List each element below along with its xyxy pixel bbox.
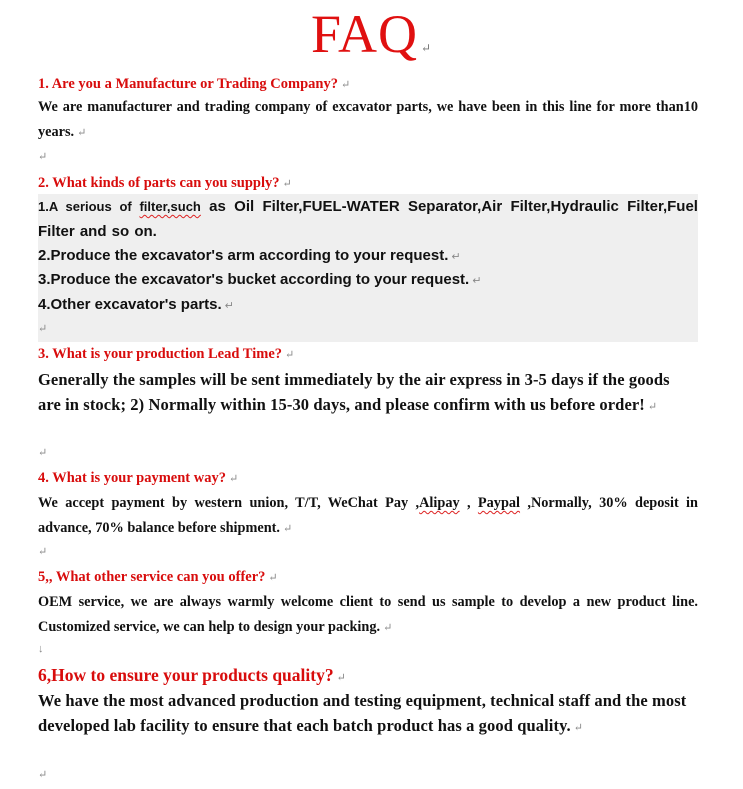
faq-question-3: 3. What is your production Lead Time? ↵ — [38, 346, 295, 362]
empty-paragraph: ↵ — [38, 323, 48, 335]
faq-answer-4: We accept payment by western union, T/T, WeChat Pay ,Alipay , Paypal ,Normally, 30% deposit in advance, 70% balance before shipment. ↵ — [38, 495, 698, 536]
faq-question-6: 6,How to ensure your products quality? ↵ — [38, 665, 346, 685]
faq-answer-2-line-3: 3.Produce the excavator's bucket according to your request. ↵ — [38, 271, 482, 288]
empty-paragraph: ↵ — [38, 546, 48, 558]
faq-answer-3: Generally the samples will be sent immediately by the air express in 3-5 days if the goods are in stock; 2) Normally within 15-30 days, and please confirm with us before order! ↵ — [38, 370, 670, 414]
page-title: FAQ ↵ — [310, 4, 433, 64]
faq-answer-2-line-2: 2.Produce the excavator's arm according to your request. ↵ — [38, 247, 461, 264]
faq-answer-2-line-4: 4.Other excavator's parts. ↵ — [38, 296, 234, 313]
faq-answer-2-line-1: 1.A serious of filter,such as Oil Filter,FUEL-WATER Separator,Air Filter,Hydraulic Filter,Fuel Filter and so on. — [38, 198, 698, 240]
faq-answer-6: We have the most advanced production and testing equipment, technical staff and the most developed lab facility to ensure that each batch product has a good quality. ↵ — [38, 691, 687, 735]
faq-answer-1: We are manufacturer and trading company of excavator parts, we have been in this line for more than10 years. ↵ — [38, 99, 698, 140]
faq-question-5: 5,, What other service can you offer? ↵ — [38, 569, 278, 585]
faq-question-2: 2. What kinds of parts can you supply? ↵ — [38, 175, 292, 191]
empty-paragraph: ↓ — [38, 643, 44, 655]
empty-paragraph: ↵ — [38, 447, 48, 459]
paragraph-mark: ↵ — [420, 41, 433, 55]
faq-question-4: 4. What is your payment way? ↵ — [38, 470, 239, 486]
empty-paragraph: ↵ — [38, 151, 48, 163]
empty-paragraph: ↵ — [38, 769, 48, 781]
faq-question-1: 1. Are you a Manufacture or Trading Company? ↵ — [38, 76, 351, 92]
faq-answer-5: OEM service, we are always warmly welcome client to send us sample to develop a new product line. Customized service, we can help to design your packing. ↵ — [38, 594, 698, 635]
